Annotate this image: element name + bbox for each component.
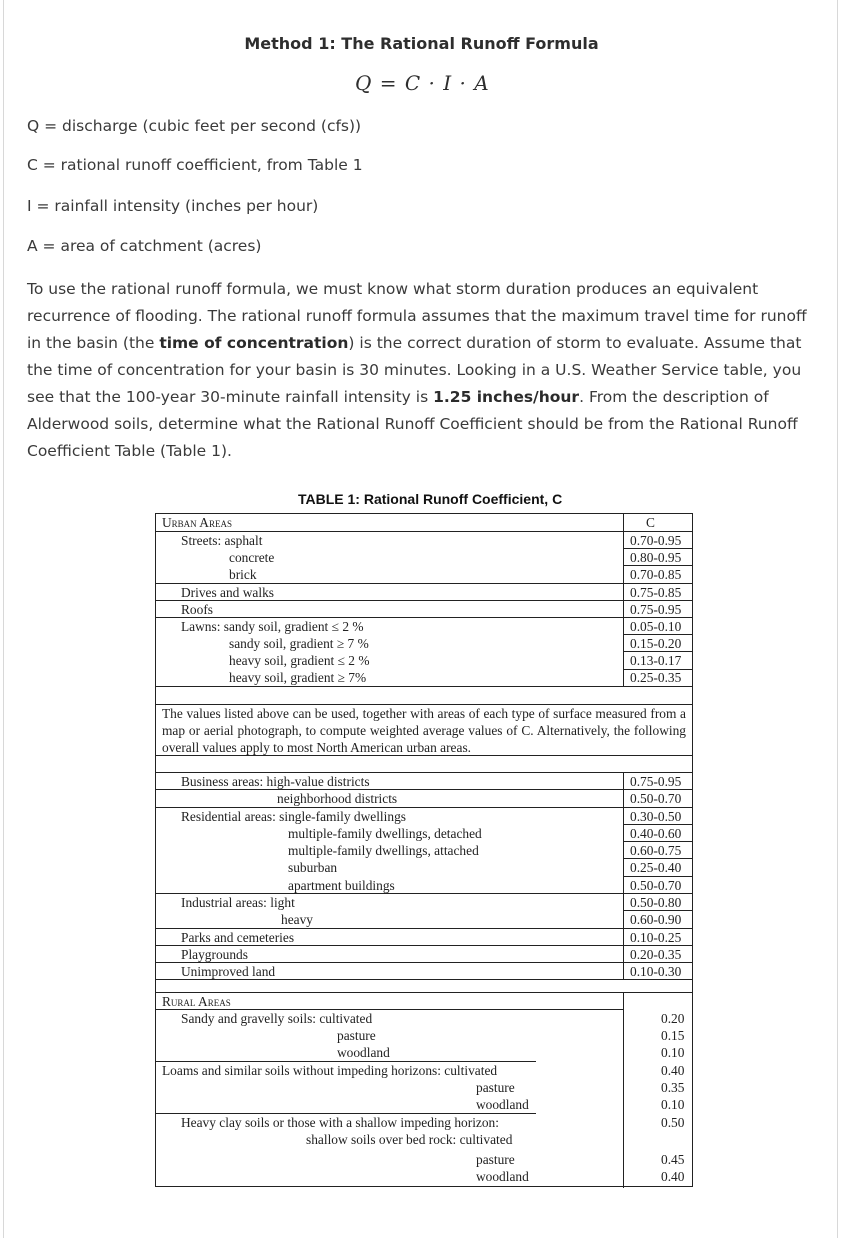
table-row-label: heavy soil, gradient ≥ 7%: [229, 670, 367, 685]
table-row-label: pasture: [476, 1080, 515, 1095]
table-row-value: 0.70-0.95: [630, 533, 682, 548]
table-row-value: 0.50: [661, 1115, 685, 1130]
table-row-value: 0.10: [661, 1097, 685, 1112]
page-title: Method 1: The Rational Runoff Formula: [244, 34, 599, 53]
table-row-label: woodland: [337, 1045, 390, 1060]
definition-c: C = rational runoff coefficient, from Table 1: [27, 156, 363, 174]
table-row-label: woodland: [476, 1097, 529, 1112]
table-row-value: 0.10-0.25: [630, 930, 682, 945]
table-row-label: Residential areas: single-family dwellings: [181, 809, 406, 824]
table-row-value: 0.13-0.17: [630, 653, 682, 668]
instructions-paragraph: To use the rational runoff formula, we must know what storm duration produces an equivalent recurrence of flooding. The rational runoff formula assumes that the maximum travel time for runoff in the basin (the time of concentration) is the correct duration of storm to evaluate. Assume that the time of concentration for your basin is 30 minutes. Looking in a U.S. Weather Service table, you see that the 100-year 30-minute rainfall intensity is 1.25 inches/hour. From the description of Alderwood soils, determine what the Rational Runoff Coefficient should be from the Rational Runoff Coefficient Table (Table 1).: [27, 280, 807, 460]
bold-term: time of concentration: [159, 334, 349, 352]
table-row-label: suburban: [288, 860, 338, 875]
table-note: The values listed above can be used, together with areas of each type of surface measured from a map or aerial photograph, to compute weighted average values of C. Alternatively, the following overall values apply to most North American urban areas.: [162, 706, 686, 755]
table-row-label: Unimproved land: [181, 964, 276, 979]
table-row-value: 0.75-0.85: [630, 585, 682, 600]
table-row-label: Drives and walks: [181, 585, 274, 600]
table-row-value: 0.30-0.50: [630, 809, 682, 824]
table-row-value: 0.40: [661, 1063, 685, 1078]
table-row-label: sandy soil, gradient ≥ 7 %: [229, 636, 369, 651]
table-row-value: 0.15-0.20: [630, 636, 682, 651]
table-row-value: 0.10: [661, 1045, 685, 1060]
table-row-label: pasture: [337, 1028, 376, 1043]
table-row-value: 0.50-0.80: [630, 895, 682, 910]
rural-areas-header: Rural Areas: [162, 994, 231, 1009]
table-row-label: multiple-family dwellings, detached: [288, 826, 482, 841]
table-row-value: 0.60-0.75: [630, 843, 682, 858]
table-row-label: Heavy clay soils or those with a shallow impeding horizon:: [181, 1115, 499, 1130]
table-row-value: 0.60-0.90: [630, 912, 682, 927]
table-row-label: multiple-family dwellings, attached: [288, 843, 479, 858]
bold-value: 1.25 inches/hour: [433, 388, 580, 406]
table-row-value: 0.25-0.35: [630, 670, 682, 685]
table-row-label: Streets: asphalt: [181, 533, 263, 548]
table-row-value: 0.10-0.30: [630, 964, 682, 979]
runoff-coefficient-table: [155, 513, 693, 1187]
table-row-value: 0.80-0.95: [630, 550, 682, 565]
table-row-value: 0.20-0.35: [630, 947, 682, 962]
formula: Q = C · I · A: [355, 71, 490, 95]
table-row-label: heavy soil, gradient ≤ 2 %: [229, 653, 370, 668]
table-row-value: 0.40-0.60: [630, 826, 682, 841]
table-row-value: 0.15: [661, 1028, 685, 1043]
table-row-label: Sandy and gravelly soils: cultivated: [181, 1011, 373, 1026]
table-row-label: Roofs: [181, 602, 213, 617]
table-row-label: woodland: [476, 1169, 529, 1184]
table-row-label: neighborhood districts: [277, 791, 398, 806]
table-row-label: pasture: [476, 1152, 515, 1167]
table-row-label: shallow soils over bed rock: cultivated: [306, 1132, 513, 1147]
table-row-label: heavy: [281, 912, 313, 927]
table-row-value: 0.40: [661, 1169, 685, 1184]
table-row-label: Playgrounds: [181, 947, 248, 962]
table-row-value: 0.75-0.95: [630, 602, 682, 617]
table-row-value: 0.50-0.70: [630, 791, 682, 806]
table-row-value: 0.35: [661, 1080, 685, 1095]
table-row-value: 0.45: [661, 1152, 685, 1167]
c-column-header: C: [646, 515, 655, 530]
table-row-label: apartment buildings: [288, 878, 395, 893]
table-row-label: brick: [229, 567, 257, 582]
definition-q: Q = discharge (cubic feet per second (cfs)): [27, 117, 362, 135]
definition-a: A = area of catchment (acres): [27, 237, 262, 255]
table-row-value: 0.70-0.85: [630, 567, 682, 582]
table-row-label: Industrial areas: light: [181, 895, 295, 910]
table-row-value: 0.05-0.10: [630, 619, 682, 634]
definition-i: I = rainfall intensity (inches per hour): [27, 197, 319, 215]
table-row-label: concrete: [229, 550, 275, 565]
table-row-value: 0.20: [661, 1011, 685, 1026]
table-row-label: Lawns: sandy soil, gradient ≤ 2 %: [181, 619, 364, 634]
table-row-label: Business areas: high-value districts: [181, 774, 370, 789]
table-row-value: 0.50-0.70: [630, 878, 682, 893]
table-row-value: 0.25-0.40: [630, 860, 682, 875]
table-title: TABLE 1: Rational Runoff Coefficient, C: [298, 491, 563, 507]
table-row-label: Parks and cemeteries: [181, 930, 295, 945]
urban-areas-header: Urban Areas: [162, 515, 232, 530]
table-row-value: 0.75-0.95: [630, 774, 682, 789]
table-row-label: Loams and similar soils without impeding horizons: cultivated: [162, 1063, 498, 1078]
